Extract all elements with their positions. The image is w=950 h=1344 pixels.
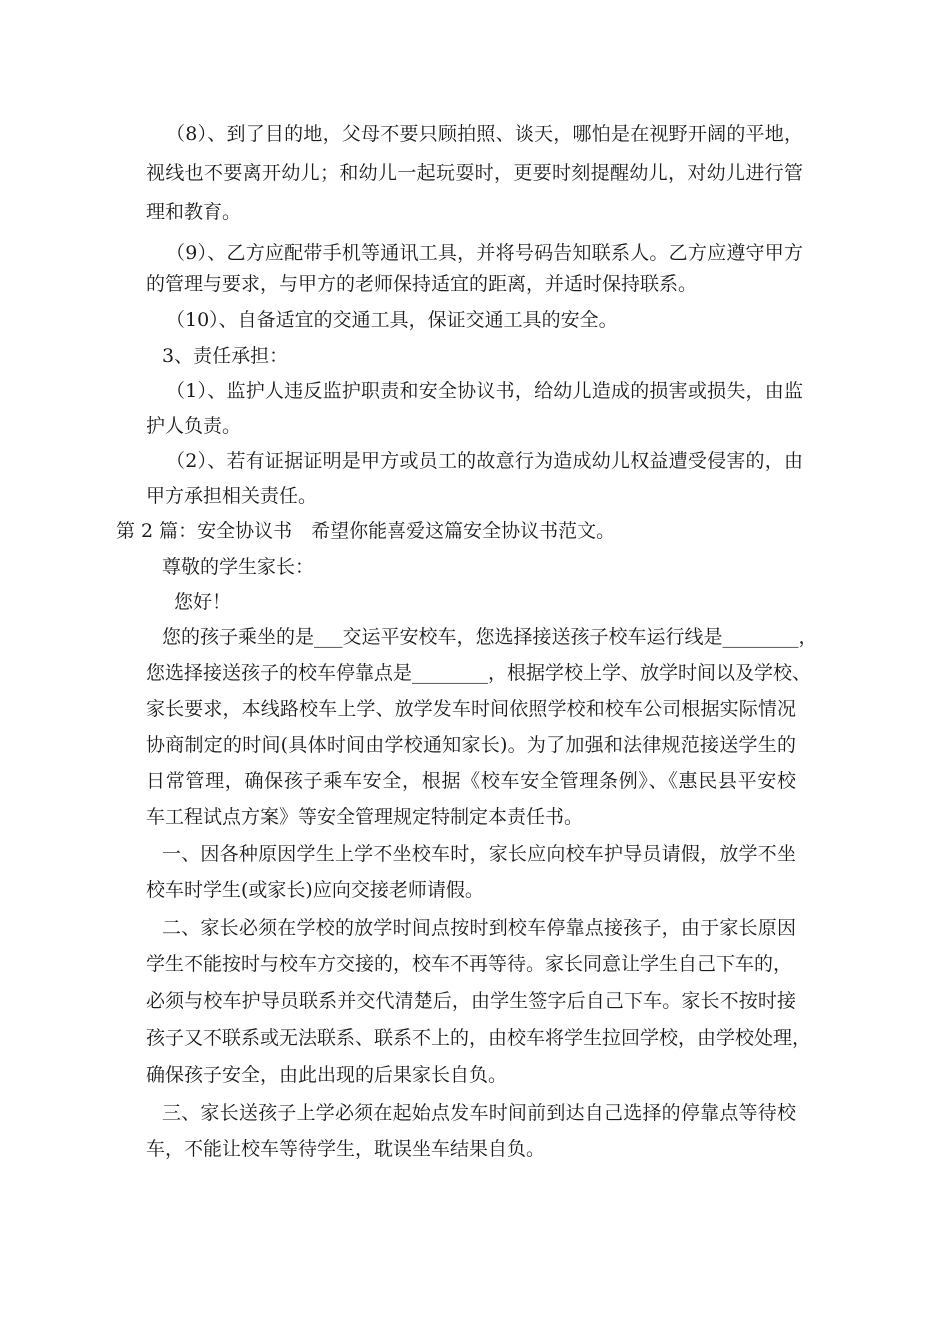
text-line: 学生不能按时与校车方交接的，校车不再等待。家长同意让学生自己下车的， [146, 953, 793, 975]
text-line: 您选择接送孩子的校车停靠点是________，根据学校上学、放学时间以及学校、 [146, 662, 812, 684]
text-line: 孩子又不联系或无法联系、联系不上的，由校车将学生拉回学校，由学校处理， [146, 1027, 812, 1049]
text-line: 的管理与要求，与甲方的老师保持适宜的距离，并适时保持联系。 [146, 273, 698, 295]
text-line: 二、家长必须在学校的放学时间点按时到校车停靠点接孩子，由于家长原因 [162, 917, 796, 939]
text-line: （8）、到了目的地，父母不要只顾拍照、谈天，哪怕是在视野开阔的平地， [166, 123, 803, 145]
text-line: 日常管理，确保孩子乘车安全，根据《校车安全管理条例》、《惠民县平安校 [146, 770, 796, 792]
text-line: 车，不能让校车等待学生，耽误坐车结果自负。 [146, 1138, 546, 1160]
text-line: 一、因各种原因学生上学不坐校车时，家长应向校车护导员请假，放学不坐 [162, 843, 796, 865]
text-line: 车工程试点方案》等安全管理规定特制定本责任书。 [146, 806, 584, 828]
text-line: 您的孩子乘坐的是___交运平安校车，您选择接送孩子校车运行线是________， [162, 626, 818, 648]
text-line: 必须与校车护导员联系并交代清楚后，由学生签字后自己下车。家长不按时接 [146, 990, 796, 1012]
text-line: 协商制定的时间(具体时间由学校通知家长)。为了加强和法律规范接送学生的 [146, 734, 796, 756]
greeting: 您好！ [174, 591, 232, 613]
text-line: 确保孩子安全，由此出现的后果家长自负。 [146, 1064, 508, 1086]
text-line: （1）、监护人违反监护职责和安全协议书，给幼儿造成的损害或损失，由监 [166, 380, 803, 402]
text-line: 护人负责。 [146, 415, 242, 437]
text-line: 甲方承担相关责任。 [146, 485, 318, 507]
text-line: 视线也不要离开幼儿；和幼儿一起玩耍时，更要时刻提醒幼儿，对幼儿进行管 [146, 162, 803, 184]
text-line: 理和教育。 [146, 201, 242, 223]
salutation: 尊敬的学生家长： [162, 556, 315, 578]
text-line: 三、家长送孩子上学必须在起始点发车时间前到达自己选择的停靠点等待校 [162, 1102, 796, 1124]
text-line: （10）、自备适宜的交通工具，保证交通工具的安全。 [166, 309, 618, 331]
text-line: 校车时学生(或家长)应向交接老师请假。 [146, 879, 484, 901]
text-line: 家长要求，本线路校车上学、放学发车时间依照学校和校车公司根据实际情况 [146, 698, 796, 720]
section-heading: 3、责任承担： [162, 345, 289, 367]
article-heading: 第 2 篇：安全协议书 希望你能喜爱这篇安全协议书范文。 [116, 520, 616, 542]
text-line: （9）、乙方应配带手机等通讯工具，并将号码告知联系人。乙方应遵守甲方 [166, 242, 803, 264]
text-line: （2）、若有证据证明是甲方或员工的故意行为造成幼儿权益遭受侵害的，由 [166, 450, 803, 472]
